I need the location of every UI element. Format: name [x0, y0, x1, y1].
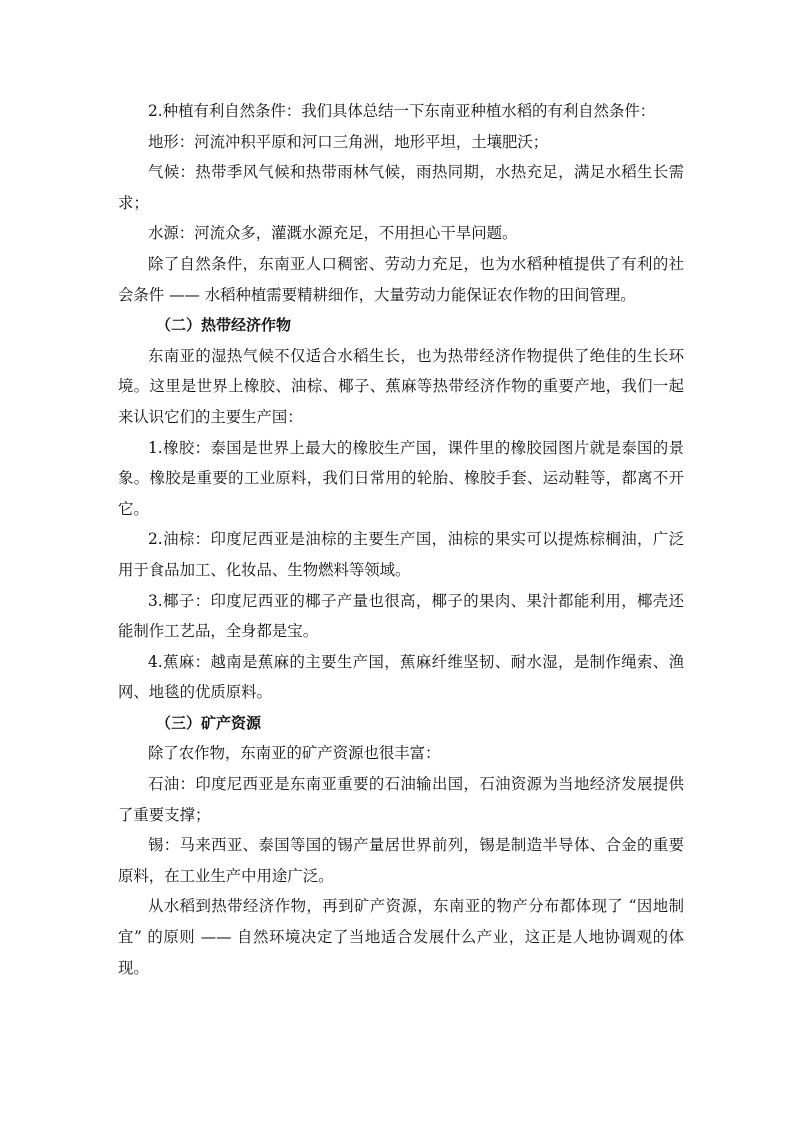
paragraph-cash-crops-intro: 东南亚的湿热气候不仅适合水稻生长，也为热带经济作物提供了绝佳的生长环境。这里是世界上橡胶、油棕、椰子、蕉麻等热带经济作物的重要产地，我们一起来认识它们的主要生产国： — [118, 346, 684, 426]
paragraph-abaca: 4.蕉麻：越南是蕉麻的主要生产国，蕉麻纤维坚韧、耐水湿，是制作绳索、渔网、地毯的优质原料。 — [118, 652, 684, 702]
paragraph-planting-conditions: 2.种植有利自然条件：我们具体总结一下东南亚种植水稻的有利自然条件： — [148, 102, 656, 120]
paragraph-terrain: 地形：河流冲积平原和河口三角洲，地形平坦，土壤肥沃； — [148, 132, 549, 151]
paragraph-tin: 锡：马来西亚、泰国等国的锡产量居世界前列，锡是制造半导体、合金的重要原料，在工业生产中用途广泛。 — [118, 836, 684, 885]
paragraph-climate: 气候：热带季风气候和热带雨林气候，雨热同期，水热充足，满足水稻生长需求； — [118, 163, 684, 212]
paragraph-oil-palm: 2.油棕：印度尼西亚是油棕的主要生产国，油棕的果实可以提炼棕榈油，广泛用于食品加工、化妆品、生物燃料等领域。 — [118, 530, 684, 579]
paragraph-conclusion: 从水稻到热带经济作物，再到矿产资源，东南亚的物产分布都体现了 “因地制宜” 的原则 —— 自然环境决定了当地适合发展什么产业，这正是人地协调观的体现。 — [118, 897, 684, 977]
paragraph-oil: 石油：印度尼西亚是东南亚重要的石油输出国，石油资源为当地经济发展提供了重要支撑； — [118, 775, 684, 824]
paragraph-water-source: 水源：河流众多，灌溉水源充足，不用担心干旱问题。 — [148, 224, 518, 243]
paragraph-minerals-intro: 除了农作物，东南亚的矿产资源也很丰富： — [148, 744, 441, 763]
paragraph-coconut: 3.椰子：印度尼西亚的椰子产量也很高，椰子的果肉、果汁都能利用，椰壳还能制作工艺品，全身都是宝。 — [118, 591, 684, 641]
document-body — [118, 96, 684, 983]
paragraph-rubber: 1.橡胶：泰国是世界上最大的橡胶生产国，课件里的橡胶园图片就是泰国的景象。橡胶是重要的工业原料，我们日常用的轮胎、橡胶手套、运动鞋等，都离不开它。 — [118, 438, 684, 518]
paragraph-social-conditions: 除了自然条件，东南亚人口稠密、劳动力充足，也为水稻种植提供了有利的社会条件 —— 水稻种植需要精耕细作，大量劳动力能保证农作物的田间管理。 — [118, 254, 684, 304]
section-heading-minerals: （三）矿产资源 — [156, 713, 262, 732]
section-heading-cash-crops: （二）热带经济作物 — [156, 316, 292, 335]
